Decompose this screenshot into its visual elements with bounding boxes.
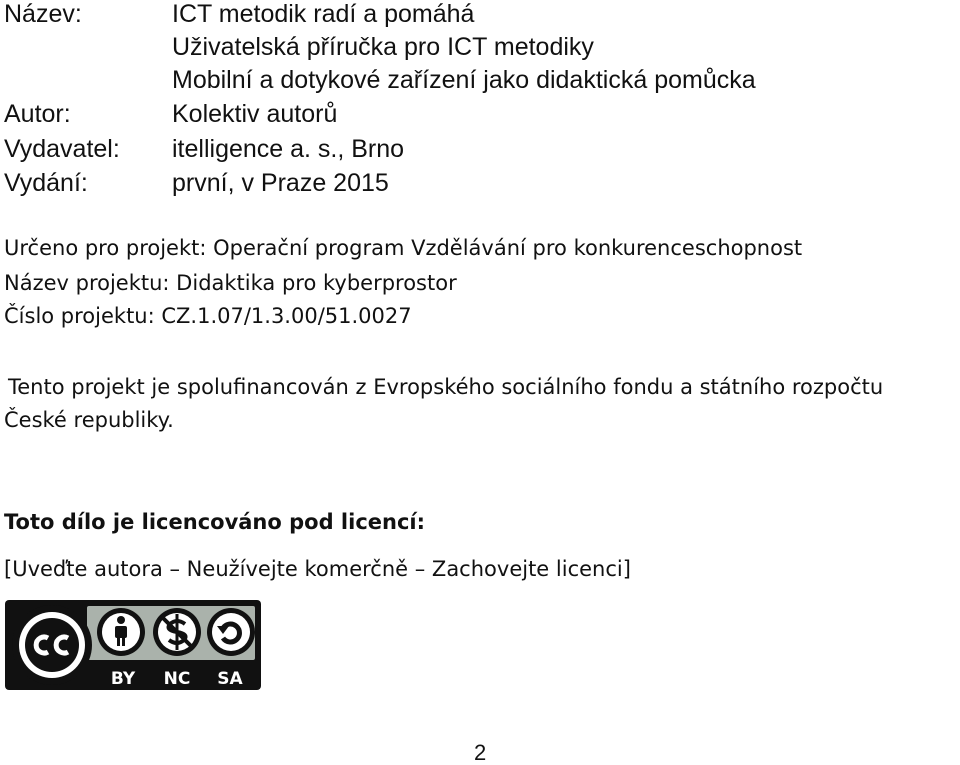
cc-icon	[12, 605, 92, 685]
funding-line-1: Tento projekt je spolufinancován z Evropského sociálního fondu a státního rozpočtu	[8, 375, 884, 399]
badge-label-nc: NC	[163, 669, 191, 689]
badge-label-sa: SA	[217, 669, 243, 689]
funding-line-2: České republiky.	[4, 408, 174, 432]
title-line-3: Mobilní a dotykové zařízení jako didaktická pomůcka	[172, 66, 756, 94]
project-number: Číslo projektu: CZ.1.07/1.3.00/51.0027	[4, 304, 412, 328]
sa-icon	[207, 608, 255, 656]
cc-license-badge	[5, 600, 261, 690]
edition-value: první, v Praze 2015	[172, 169, 389, 197]
publisher-value: itelligence a. s., Brno	[172, 135, 405, 163]
title-label: Název:	[4, 0, 82, 28]
badge-label-by: BY	[110, 669, 136, 689]
page-number: 2	[474, 740, 487, 765]
title-line-1: ICT metodik radí a pomáhá	[172, 0, 475, 28]
author-value: Kolektiv autorů	[172, 100, 338, 128]
author-label: Autor:	[4, 100, 71, 128]
publisher-label: Vydavatel:	[4, 135, 120, 163]
edition-label: Vydání:	[4, 169, 88, 197]
license-heading: Toto dílo je licencováno pod licencí:	[4, 510, 426, 534]
by-icon	[97, 608, 145, 656]
project-program: Určeno pro projekt: Operační program Vzdělávání pro konkurenceschopnost	[4, 236, 803, 260]
project-name: Název projektu: Didaktika pro kyberprostor	[4, 271, 457, 295]
license-terms: [Uveďte autora – Neužívejte komerčně – Zachovejte licenci]	[4, 557, 631, 581]
title-line-2: Uživatelská příručka pro ICT metodiky	[172, 33, 594, 61]
nc-icon	[153, 608, 201, 656]
